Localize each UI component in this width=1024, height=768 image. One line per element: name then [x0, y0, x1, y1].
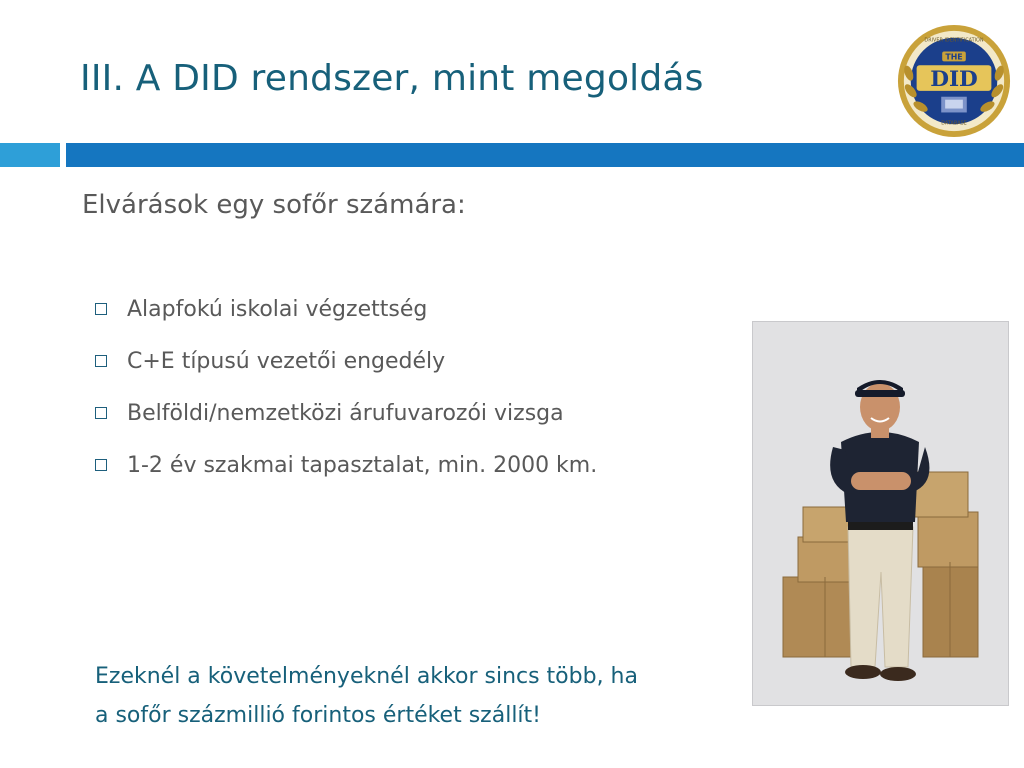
list-item-text: C+E típusú vezetői engedély — [127, 348, 446, 374]
closing-statement-line: a sofőr százmillió forintos értéket szállít! — [95, 703, 541, 728]
list-item — [95, 439, 597, 491]
list-item — [95, 335, 597, 387]
square-bullet-icon — [95, 459, 107, 471]
closing-statement — [95, 657, 638, 735]
section-heading: Elvárások egy sofőr számára: — [82, 190, 466, 220]
header-accent-bar — [0, 143, 60, 167]
requirements-list — [95, 283, 597, 491]
list-item-text: Alapfokú iskolai végzettség — [127, 296, 428, 322]
driver-with-boxes-illustration — [753, 322, 1008, 705]
list-item — [95, 283, 597, 335]
svg-text:THE: THE — [945, 52, 963, 62]
list-item — [95, 387, 597, 439]
header-divider-bar — [66, 143, 1024, 167]
driver-photo — [752, 321, 1009, 706]
list-item-text: Belföldi/nemzetközi árufuvarozói vizsga — [127, 400, 564, 426]
square-bullet-icon — [95, 355, 107, 367]
square-bullet-icon — [95, 407, 107, 419]
square-bullet-icon — [95, 303, 107, 315]
svg-text:DID: DID — [930, 66, 978, 92]
did-logo — [895, 22, 1013, 140]
svg-text:DRIVER IDENTIFICATION: DRIVER IDENTIFICATION — [924, 37, 984, 44]
svg-text:DATABASE: DATABASE — [941, 120, 967, 127]
list-item-text: 1-2 év szakmai tapasztalat, min. 2000 km. — [127, 452, 598, 478]
slide-title: III. A DID rendszer, mint megoldás — [80, 58, 704, 99]
closing-statement-line: Ezeknél a követelményeknél akkor sincs több, ha — [95, 664, 638, 689]
